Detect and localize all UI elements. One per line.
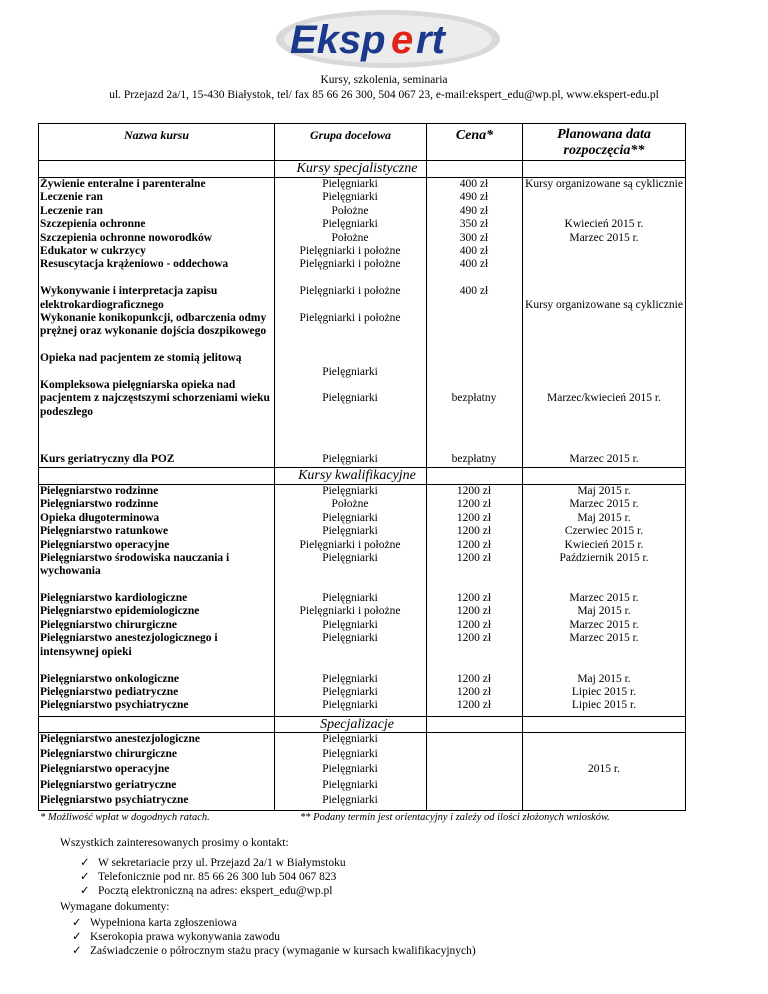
cyclic-note: Kursy organizowane są cyklicznie: [525, 299, 683, 311]
contact-item: Pocztą elektroniczną na adres: ekspert_edu@wp.pl: [98, 885, 333, 897]
target-group: Pielęgniarki: [322, 763, 378, 776]
header-course-name: Nazwa kursu: [123, 128, 190, 142]
price: 400 zł: [459, 285, 489, 298]
start-date: Maj 2015 r.: [577, 485, 631, 497]
target-group: Pielęgniarki: [322, 453, 378, 465]
ekspert-logo: [270, 8, 500, 70]
list-item: [80, 869, 336, 883]
target-group: Pielęgniarki i położne: [299, 245, 401, 257]
company-address: ul. Przejazd 2a/1, 15-430 Białystok, tel/ fax 85 66 26 300, 504 067 23, e-mail:ekspert_edu@wp.pl, www.ekspert-edu.pl: [109, 89, 659, 101]
list-item: [80, 883, 332, 897]
contact-item: W sekretariacie przy ul. Przejazd 2a/1 w Białymstoku: [98, 857, 346, 869]
price: 1200 zł: [456, 672, 492, 685]
target-group: Pielęgniarki: [322, 218, 378, 231]
target-group: Pielęgniarki i położne: [299, 285, 401, 298]
svg-text:rt: rt: [416, 18, 445, 62]
price: 350 zł: [459, 218, 489, 231]
price: 1200 zł: [456, 552, 492, 564]
course-name: Pielęgniarstwo ratunkowe: [40, 525, 169, 538]
course-name: Pielęgniarstwo operacyjne: [40, 538, 170, 551]
price: 1200 zł: [456, 485, 492, 497]
contact-intro: Wszystkich zainteresowanych prosimy o kontakt:: [60, 837, 289, 849]
list-item: [80, 855, 346, 869]
target-group: Pielęgniarki: [322, 552, 378, 564]
course-name: Opieka nad pacjentem ze stomią jelitową: [40, 352, 242, 365]
course-name: Wykonywanie i interpretacja zapisu elektrokardiograficznego: [40, 285, 218, 311]
check-icon: ✓: [72, 931, 82, 943]
target-group: Pielęgniarki: [322, 672, 378, 685]
course-name: Szczepienia ochronne noworodków: [40, 231, 213, 244]
start-date: Czerwiec 2015 r.: [564, 525, 644, 538]
course-name: Wykonanie konikopunkcji, odbarczenia odmy prężnej oraz wykonanie dojścia doszpikowego: [40, 312, 267, 338]
start-date: Marzec/kwiecień 2015 r.: [547, 392, 661, 405]
price: 1200 zł: [456, 699, 492, 712]
course-name: Leczenie ran: [40, 191, 103, 204]
target-group: Pielęgniarki: [322, 511, 378, 524]
date-footnote: ** Podany termin jest orientacyjny i zależy od ilości złożonych wniosków.: [300, 812, 610, 823]
course-name: Pielęgniarstwo geriatryczne: [40, 778, 177, 791]
course-name: Kompleksowa pielęgniarska opieka nad pacjentem z najczęstszymi schorzeniami wieku podeszłego: [40, 379, 270, 418]
tagline: Kursy, szkolenia, seminaria: [320, 74, 448, 86]
course-name: Resuscytacja krążeniowo - oddechowa: [40, 258, 229, 271]
start-date: Maj 2015 r.: [577, 605, 631, 618]
price: 1200 zł: [456, 538, 492, 551]
price: 1200 zł: [456, 592, 492, 604]
start-date: Marzec 2015 r.: [569, 592, 639, 604]
start-date: Marzec 2015 r.: [569, 618, 639, 631]
start-date: Kwiecień 2015 r.: [564, 538, 644, 551]
target-group: Pielęgniarki: [322, 485, 378, 497]
target-group: Pielęgniarki: [322, 699, 378, 712]
document-item: Zaświadczenie o półrocznym stażu pracy (wymaganie w kursach kwalifikacyjnych): [90, 945, 476, 957]
price: 1200 zł: [456, 525, 492, 538]
target-group: Pielęgniarki: [322, 632, 378, 645]
list-item: [72, 929, 280, 943]
target-group: Pielęgniarki: [322, 365, 378, 378]
start-date: Maj 2015 r.: [577, 672, 631, 685]
course-table: [38, 123, 686, 811]
price: 400 zł: [459, 258, 489, 271]
start-date: Lipiec 2015 r.: [571, 685, 637, 698]
course-name: Pielęgniarstwo anestezjologiczne: [40, 733, 200, 745]
target-group: Pielęgniarki: [322, 392, 378, 405]
course-name: Pielęgniarstwo psychiatryczne: [40, 793, 189, 806]
course-name: Kurs geriatryczny dla POZ: [40, 453, 175, 465]
target-group: Pielęgniarki: [322, 748, 378, 761]
start-date: Marzec 2015 r.: [569, 453, 639, 465]
target-group: Pielęgniarki i położne: [299, 605, 401, 618]
target-group: Pielęgniarki i położne: [299, 312, 401, 324]
section-title-specialization: Specjalizacje: [320, 717, 394, 732]
section-title-specialist: Kursy specjalistyczne: [296, 161, 418, 176]
target-group: Pielęgniarki: [322, 618, 378, 631]
course-name: Pielęgniarstwo środowiska nauczania i wychowania: [40, 552, 230, 578]
section-title-qualification: Kursy kwalifikacyjne: [298, 468, 416, 483]
svg-text:Eksp: Eksp: [290, 18, 386, 62]
check-icon: ✓: [72, 917, 82, 929]
target-group: Pielęgniarki: [322, 778, 378, 791]
course-name: Pielęgniarstwo rodzinne: [40, 498, 159, 511]
document-item: Kserokopia prawa wykonywania zawodu: [90, 931, 281, 943]
target-group: Pielęgniarki: [322, 733, 378, 745]
target-group: Pielęgniarki i położne: [299, 538, 401, 551]
course-name: Pielęgniarstwo chirurgiczne: [40, 748, 178, 761]
price: 1200 zł: [456, 632, 492, 645]
price: 490 zł: [459, 204, 489, 217]
course-name: Pielęgniarstwo kardiologiczne: [40, 592, 188, 604]
course-name: Leczenie ran: [40, 204, 103, 217]
start-date: Październik 2015 r.: [559, 552, 649, 564]
target-group: Pielęgniarki: [322, 685, 378, 698]
target-group: Pielęgniarki i położne: [299, 258, 401, 271]
course-name: Żywienie enteralne i parenteralne: [40, 178, 206, 190]
svg-text:e: e: [391, 18, 414, 62]
target-group: Położne: [331, 498, 369, 511]
start-date: Lipiec 2015 r.: [571, 699, 637, 712]
start-date: Marzec 2015 r.: [569, 498, 639, 511]
header-target-group: Grupa docelowa: [310, 128, 391, 142]
course-name: Pielęgniarstwo pediatryczne: [40, 685, 179, 698]
start-date: Marzec 2015 r.: [569, 632, 639, 645]
price-footnote: * Możliwość wpłat w dogodnych ratach.: [40, 812, 210, 823]
price: bezpłatny: [451, 453, 497, 465]
check-icon: ✓: [80, 885, 90, 897]
document-item: Wypełniona karta zgłoszeniowa: [90, 917, 237, 929]
price: 300 zł: [459, 231, 489, 244]
course-name: Pielęgniarstwo anestezjologicznego i intensywnej opieki: [40, 632, 218, 658]
cyclic-note: Kursy organizowane są cyklicznie: [525, 178, 683, 190]
target-group: Pielęgniarki: [322, 191, 378, 204]
price: 1200 zł: [456, 605, 492, 618]
course-name: Pielęgniarstwo onkologiczne: [40, 672, 179, 685]
price: 1200 zł: [456, 498, 492, 511]
contact-item: Telefonicznie pod nr. 85 66 26 300 lub 504 067 823: [98, 871, 337, 883]
specialization-date: 2015 r.: [588, 763, 620, 775]
course-name: Szczepienia ochronne: [40, 218, 146, 231]
list-item: [72, 943, 476, 957]
course-name: Edukator w cukrzycy: [40, 245, 146, 257]
course-name: Pielęgniarstwo rodzinne: [40, 485, 159, 497]
price: bezpłatny: [451, 392, 497, 405]
price: 490 zł: [459, 191, 489, 204]
documents-title: Wymagane dokumenty:: [60, 901, 170, 913]
check-icon: ✓: [80, 857, 90, 869]
course-name: Pielęgniarstwo psychiatryczne: [40, 699, 189, 712]
price: 1200 zł: [456, 685, 492, 698]
target-group: Pielęgniarki: [322, 592, 378, 604]
target-group: Pielęgniarki: [322, 793, 378, 806]
price: 400 zł: [459, 178, 489, 190]
start-date: Marzec 2015 r.: [569, 231, 639, 244]
header-price: Cena*: [455, 128, 494, 143]
course-name: Opieka długoterminowa: [40, 511, 160, 524]
course-name: Pielęgniarstwo operacyjne: [40, 763, 170, 776]
target-group: Położne: [331, 204, 369, 217]
target-group: Położne: [331, 231, 369, 244]
target-group: Pielęgniarki: [322, 525, 378, 538]
price: 1200 zł: [456, 511, 492, 524]
start-date: Maj 2015 r.: [577, 511, 631, 524]
list-item: [72, 915, 237, 929]
price: 1200 zł: [456, 618, 492, 631]
check-icon: ✓: [72, 945, 82, 957]
price: 400 zł: [459, 245, 489, 257]
header-start-date: Planowana data rozpoczęcia**: [557, 127, 651, 158]
course-name: Pielęgniarstwo epidemiologiczne: [40, 605, 200, 618]
course-name: Pielęgniarstwo chirurgiczne: [40, 618, 178, 631]
start-date: Kwiecień 2015 r.: [564, 218, 644, 231]
target-group: Pielęgniarki: [322, 178, 378, 190]
check-icon: ✓: [80, 871, 90, 883]
